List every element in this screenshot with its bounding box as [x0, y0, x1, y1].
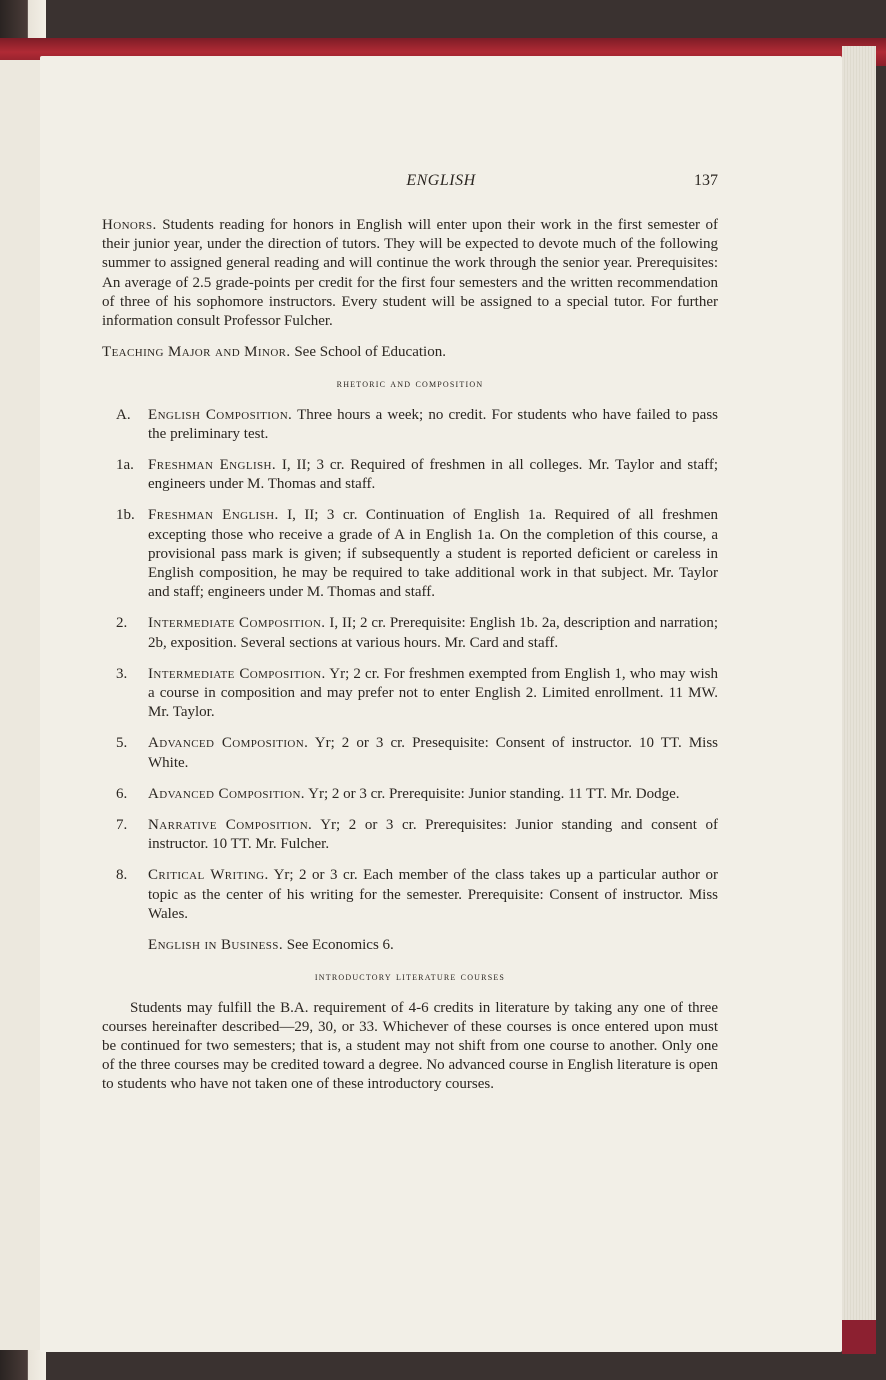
running-title: ENGLISH [406, 172, 476, 189]
honors-paragraph [102, 216, 718, 331]
page-number: 137 [694, 172, 718, 189]
business-reference [102, 936, 718, 955]
facing-page-edge [0, 60, 40, 1350]
course-number: 5. [116, 735, 128, 752]
course-text: I, II; 2 cr. Prerequisite: English 1b. 2a, description and narration; 2b, exposition. Several sections at various hours. Mr. Card and staff. [148, 615, 719, 651]
course-entry [102, 614, 718, 652]
course-entry [102, 456, 718, 494]
teaching-paragraph [102, 343, 718, 362]
course-title: Critical Writing. [148, 867, 269, 884]
course-number: 1b. [116, 507, 135, 524]
course-entry [102, 506, 718, 602]
course-text: I, II; 3 cr. Continuation of English 1a. Required of all freshmen excepting those who receive a grade of A in English 1a. On the completion of this course, a provisional pass mark is given; if subsequently a student is reported deficient or careless in English composition, he may be required to take additional work in that subject. Mr. Taylor and staff; engineers under M. Thomas and staff. [148, 507, 718, 601]
course-text: Yr; 2 or 3 cr. Prerequisites: Junior standing and consent of instructor. 10 TT. Mr. Fulcher. [148, 817, 718, 853]
course-title: Advanced Composition. [148, 735, 309, 752]
running-head [40, 172, 842, 194]
course-title: Intermediate Composition. [148, 615, 326, 632]
course-entry [102, 665, 718, 723]
course-text: Yr; 2 or 3 cr. Prerequisite: Junior standing. 11 TT. Mr. Dodge. [308, 785, 680, 802]
course-title: English Composition. [148, 406, 293, 423]
course-entry [102, 734, 718, 772]
page-stack-edge [842, 46, 876, 1352]
teaching-label: Teaching Major and Minor. [102, 344, 291, 361]
honors-label: Honors. [102, 217, 157, 233]
course-title: Narrative Composition. [148, 817, 313, 834]
binding-corner [842, 1320, 876, 1354]
course-number: 3. [116, 665, 128, 682]
course-number: 8. [116, 867, 128, 884]
course-entry [102, 866, 718, 924]
course-title: Freshman English. [148, 457, 277, 474]
honors-text: Students reading for honors in English will enter upon their work in the first semester of their junior year, under the direction of tutors. They will be expected to devote much of the following summer to assigned general reading and will continue the work through the senior year. Prerequisites: An average of 2.5 grade-points per credit for the first four semesters and the written recommendation of three of his sophomore instructors. Every student will be assigned to a special tutor. For further information consult Professor Fulcher. [102, 217, 719, 330]
course-text: Yr; 2 or 3 cr. Presequisite: Consent of instructor. 10 TT. Miss White. [148, 735, 718, 771]
course-number: 2. [116, 615, 128, 632]
business-label: English in Business. [148, 937, 283, 954]
section-heading-rhetoric: rhetoric and composition [336, 376, 484, 391]
teaching-text: See School of Education. [294, 344, 446, 361]
course-text: Yr; 2 or 3 cr. Each member of the class takes up a particular author or topic as the center of his writing for the semester. Prerequisite: Consent of instructor. Miss Wales. [148, 867, 718, 922]
course-number: A. [116, 406, 131, 423]
course-title: Advanced Composition. [148, 785, 305, 802]
course-text: I, II; 3 cr. Required of freshmen in all colleges. Mr. Taylor and staff; engineers under M. Thomas and staff. [148, 457, 718, 493]
course-number: 7. [116, 817, 128, 834]
course-entry [102, 816, 718, 854]
course-title: Freshman English. [148, 507, 279, 524]
course-entry [102, 406, 718, 444]
course-text: Yr; 2 cr. For freshmen exempted from English 1, who may wish a course in composition and may prefer not to enter English 2. Limited enrollment. 11 MW. Mr. Taylor. [148, 665, 719, 721]
business-text: See Economics 6. [286, 937, 394, 954]
course-text: Three hours a week; no credit. For students who have failed to pass the preliminary test. [148, 406, 718, 442]
course-title: Intermediate Composition. [148, 665, 326, 682]
section-heading-intro: introductory literature courses [314, 969, 506, 984]
page-content [102, 216, 718, 1095]
course-entry [102, 785, 718, 804]
course-number: 6. [116, 785, 128, 802]
intro-paragraph: Students may fulfill the B.A. requirement of 4-6 credits in literature by taking any one of three courses hereinafter described—29, 30, or 33. Whichever of these courses is once entered upon must be continued for two semesters; that is, a student may not shift from one course to another. Only one of the three courses may be credited toward a degree. No advanced course in English literature is open to students who have not taken one of these introductory courses. [102, 999, 718, 1093]
course-number: 1a. [116, 457, 134, 474]
